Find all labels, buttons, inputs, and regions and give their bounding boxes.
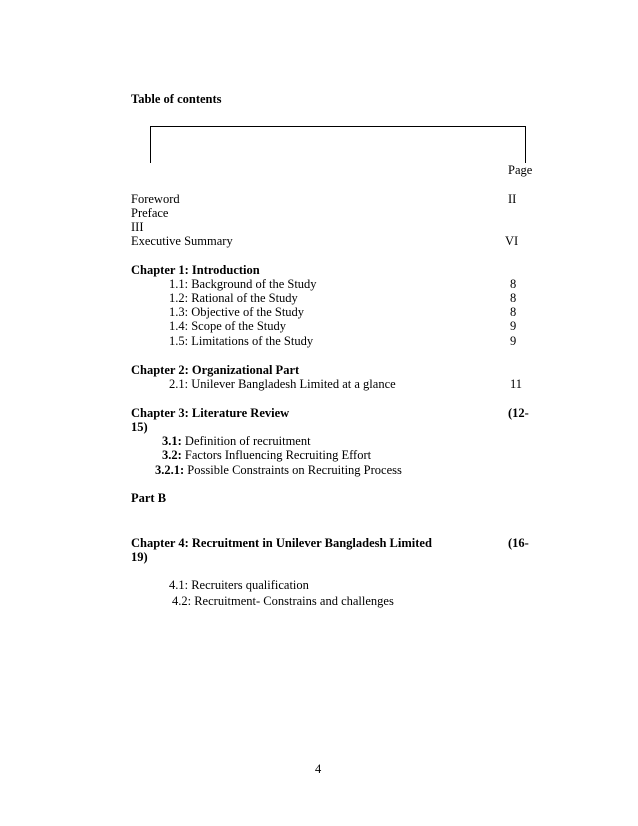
toc-entry-4-2: 4.2: Recruitment- Constrains and challenges — [172, 594, 394, 608]
toc-entry-3-1 — [162, 434, 311, 449]
toc-page-1-3: 8 — [510, 305, 517, 319]
chapter-1-title: Chapter 1: Introduction — [131, 263, 260, 277]
toc-entry-1-1: 1.1: Background of the Study — [169, 277, 317, 291]
toc-entry-1-3: 1.3: Objective of the Study — [169, 305, 305, 319]
toc-page-1-2: 8 — [510, 291, 517, 305]
chapter-3-title: Chapter 3: Literature Review — [131, 406, 290, 420]
toc-entry-3-2 — [162, 448, 371, 463]
toc-page-foreword: II — [508, 192, 517, 206]
toc-entry-preface: Preface — [131, 206, 169, 220]
toc-title: Table of contents — [131, 92, 222, 106]
toc-page-2-1: 11 — [510, 377, 523, 391]
page-number: 4 — [315, 762, 322, 776]
toc-entry-3-2-1 — [155, 463, 402, 478]
part-b-heading: Part B — [131, 491, 167, 505]
toc-entry-1-4: 1.4: Scope of the Study — [169, 319, 287, 333]
toc-entry-foreword: Foreword — [131, 192, 180, 206]
page-column-header: Page — [508, 163, 533, 177]
toc-page-1-4: 9 — [510, 319, 517, 333]
toc-page-1-5: 9 — [510, 334, 517, 348]
toc-entry-2-1: 2.1: Unilever Bangladesh Limited at a glance — [169, 377, 396, 391]
toc-entry-1-2: 1.2: Rational of the Study — [169, 291, 298, 305]
toc-entry-3-2-label: Factors Influencing Recruiting Effort — [181, 448, 372, 462]
toc-entry-3-2-number: 3.2: — [162, 448, 182, 462]
toc-entry-1-5: 1.5: Limitations of the Study — [169, 334, 314, 348]
toc-entry-executive-summary: Executive Summary — [131, 234, 233, 248]
header-bracket — [150, 126, 526, 163]
chapter-4-page-start: (16- — [508, 536, 529, 550]
chapter-4-title: Chapter 4: Recruitment in Unilever Bangladesh Limited — [131, 536, 432, 550]
toc-entry-preface-page: III — [131, 220, 144, 234]
chapter-3-page-end: 15) — [131, 420, 148, 434]
toc-entry-3-2-1-number: 3.2.1: — [155, 463, 185, 477]
toc-page-executive-summary: VI — [505, 234, 519, 248]
chapter-4-page-end: 19) — [131, 550, 148, 564]
chapter-3-page-start: (12- — [508, 406, 529, 420]
toc-entry-3-1-label: Definition of recruitment — [181, 434, 311, 448]
toc-entry-4-1: 4.1: Recruiters qualification — [169, 578, 309, 592]
toc-entry-3-2-1-label: Possible Constraints on Recruiting Process — [184, 463, 402, 477]
toc-page-1-1: 8 — [510, 277, 517, 291]
chapter-2-title: Chapter 2: Organizational Part — [131, 363, 300, 377]
toc-entry-3-1-number: 3.1: — [162, 434, 182, 448]
